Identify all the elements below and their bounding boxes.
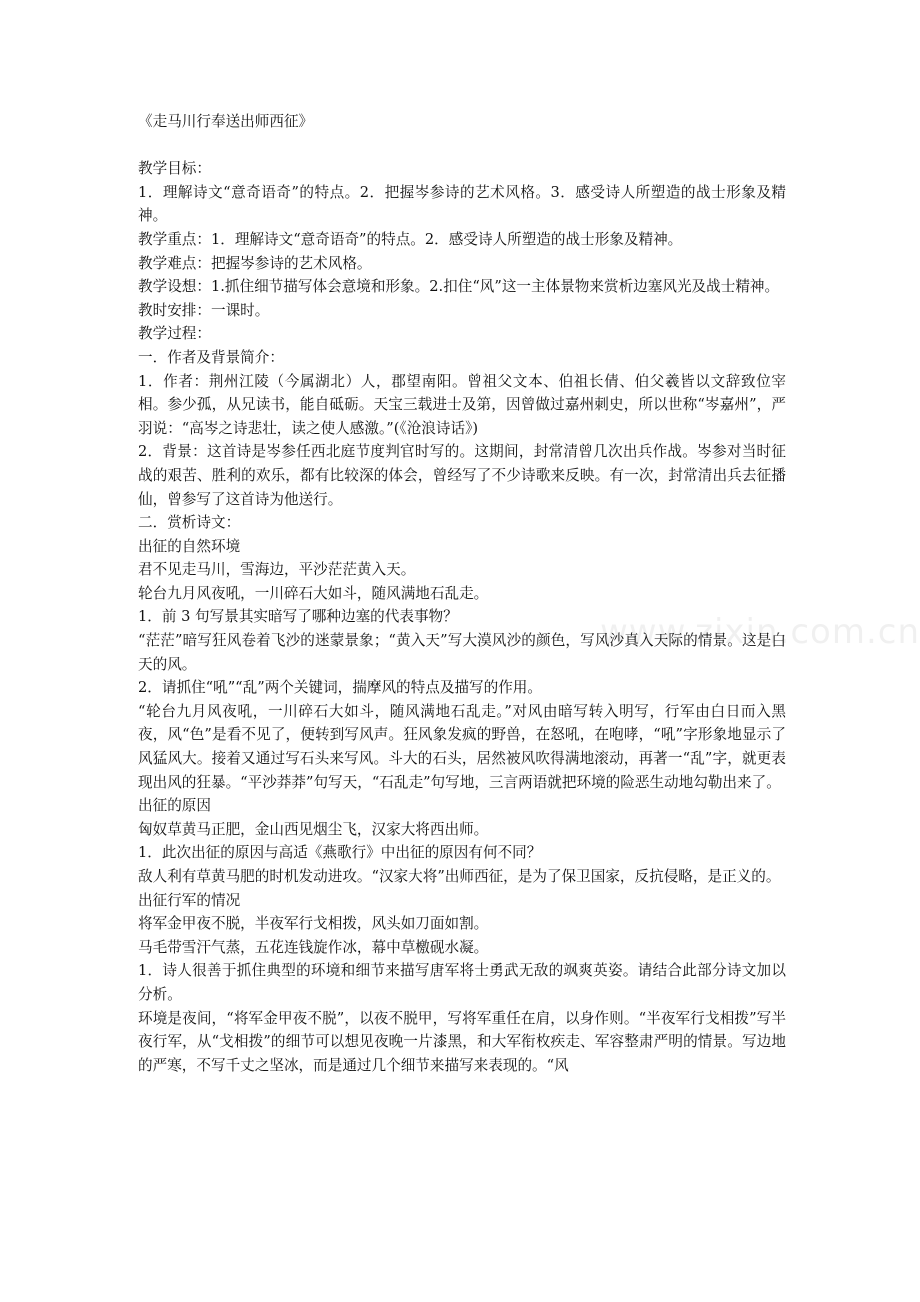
section-heading: 一．作者及背景简介： (138, 348, 284, 366)
document-page (138, 110, 786, 1077)
question: 1．诗人很善于抓住典型的环境和细节来描写唐军将士勇武无敌的飒爽英姿。请结合此部分诗文加以分析。 (138, 962, 786, 1003)
paragraph: 2．背景：这首诗是岑参任西北庭节度判官时写的。这期间，封常清曾几次出兵作战。岑参对当时征战的艰苦、胜利的欢乐，都有比较深的体会，曾经写了不少诗歌来反映。有一次，封常清出兵去征播仙，曾参写了这首诗为他送行。 (138, 443, 786, 508)
poem-line: 马毛带雪汗气蒸，五花连钱旋作冰，幕中草檄砚水凝。 (138, 938, 489, 956)
paragraph: 1．理解诗文“意奇语奇”的特点。2．把握岑参诗的艺术风格。3．感受诗人所塑造的战士形象及精神。 (138, 183, 786, 225)
paragraph: 教学难点：把握岑参诗的艺术风格。 (138, 254, 372, 272)
question: 2．请抓住“吼”“乱”两个关键词，揣摩风的特点及描写的作用。 (138, 679, 542, 697)
paragraph: 教学设想：1.抓住细节描写体会意境和形象。2.扣住“风”这一主体景物来赏析边塞风光及战士精神。 (138, 278, 780, 296)
subheading: 出征的原因 (138, 797, 211, 815)
paragraph: 教时安排：一课时。 (138, 301, 270, 319)
question: 1．此次出征的原因与高适《燕歌行》中出征的原因有何不同？ (138, 844, 542, 862)
watermark-text: www.zixin.com.cn (600, 612, 920, 652)
paragraph: “茫茫”暗写狂风卷着飞沙的迷蒙景象；“黄入天”写大漠风沙的颜色，写风沙真入天际的情景。这是白天的风。 (138, 632, 786, 673)
paragraph: 教学目标： (138, 160, 211, 178)
paragraph: “轮台九月风夜吼，一川碎石大如斗，随风满地石乱走。”对风由暗写转入明写，行军由白日而入黑夜，风“色”是看不见了，便转到写风声。狂风象发疯的野兽，在怒吼，在咆哮，“吼”字形象地显示了风猛风大。接着又通过写石头来写风。斗大的石头，居然被风吹得满地滚动，再著一“乱”字，就更表现出风的狂暴。“平沙莽莽”句写天，“石乱走”句写地，三言两语就把环境的险恶生动地勾勒出来了。 (138, 702, 786, 791)
paragraph: 1．作者：荆州江陵（今属湖北）人，郡望南阳。曾祖父文本、伯祖长倩、伯父羲皆以文辞致位宰相。参少孤，从兄读书，能自砥砺。天宝三载进士及第，因曾做过嘉州刺史，所以世称“岑嘉州”，严羽说：“高岑之诗悲壮，读之使人感激。”(《沧浪诗话》) (138, 372, 786, 437)
paragraph: 环境是夜间，“将军金甲夜不脱”，以夜不脱甲，写将军重任在肩，以身作则。“半夜军行戈相拨”写半夜行军，从“戈相拨”的细节可以想见夜晚一片漆黑，和大军衔枚疾走、军容整肃严明的情景。写边地的严寒，不写千丈之坚冰，而是通过几个细节来描写来表现的。“风 (138, 1009, 786, 1074)
paragraph: 教学重点：1．理解诗文“意奇语奇”的特点。2．感受诗人所塑造的战士形象及精神。 (138, 230, 683, 248)
paragraph: 敌人利有草黄马肥的时机发动进攻。“汉家大将”出师西征，是为了保卫国家，反抗侵略，是正义的。 (138, 868, 781, 885)
section-heading: 二．赏析诗文： (138, 514, 241, 532)
document-title: 《走马川行奉送出师西征》 (138, 113, 314, 130)
poem-line: 将军金甲夜不脱，半夜军行戈相拨，风头如刀面如割。 (138, 915, 489, 933)
poem-line: 君不见走马川，雪海边，平沙茫茫黄入天。 (138, 561, 416, 579)
subheading: 出征的自然环境 (138, 537, 241, 555)
poem-line: 匈奴草黄马正肥，金山西见烟尘飞，汉家大将西出师。 (138, 820, 489, 838)
paragraph: 教学过程： (138, 325, 211, 343)
question: 1．前 3 句写景其实暗写了哪种边塞的代表事物？ (138, 608, 458, 626)
subheading: 出征行军的情况 (138, 891, 241, 909)
document-body (138, 157, 786, 1077)
poem-line: 轮台九月风夜吼，一川碎石大如斗，随风满地石乱走。 (138, 584, 489, 602)
